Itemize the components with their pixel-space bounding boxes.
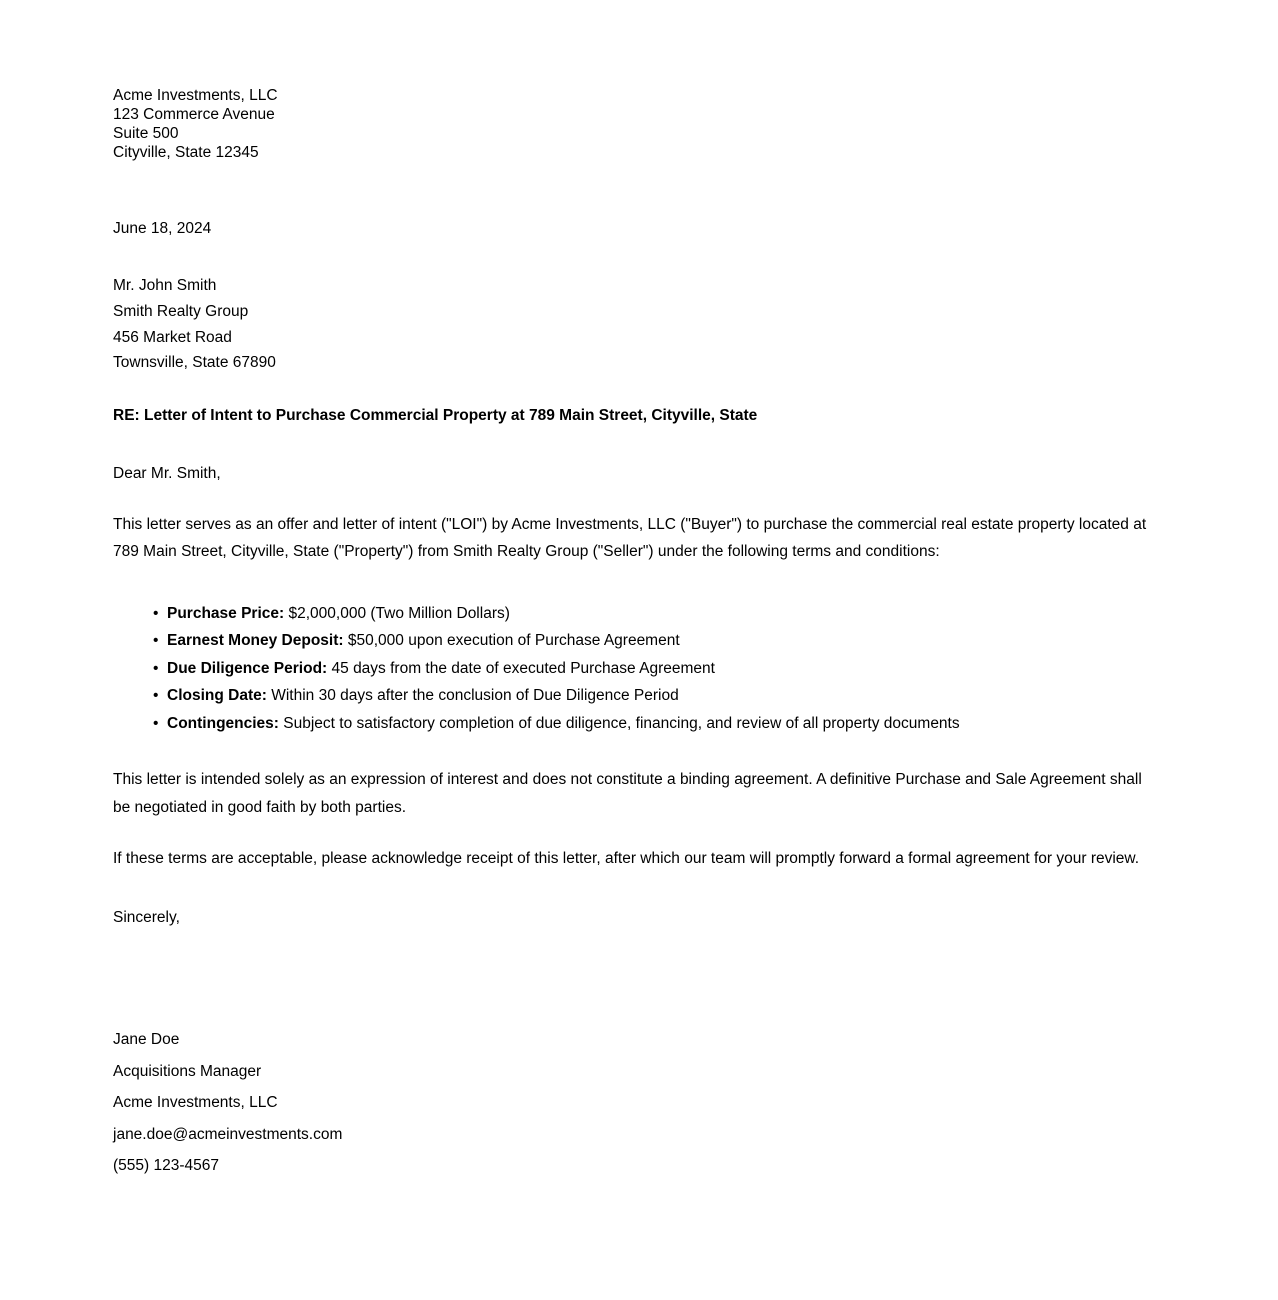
recipient-address-line: Smith Realty Group xyxy=(113,302,249,320)
signature-block xyxy=(113,1024,1162,1182)
sender-address-line: Acme Investments, LLC xyxy=(113,87,278,104)
term-value: Subject to satisfactory completion of due diligence, financing, and review of all property documents xyxy=(283,714,960,732)
bullet-icon: • xyxy=(153,632,159,650)
signer-phone: (555) 123-4567 xyxy=(113,1157,219,1175)
term-label: Contingencies: xyxy=(167,714,284,732)
signer-company: Acme Investments, LLC xyxy=(113,1094,278,1112)
intro-paragraph: This letter serves as an offer and letter of intent ("LOI") by Acme Investments, LLC ("Buyer") to purchase the commercial real estate property located at 789 Main Street, Cityville, State ("Property") from Smith Realty Group ("Seller") under the following terms and conditions: xyxy=(113,515,1147,561)
closing-salutation: Sincerely, xyxy=(113,908,180,926)
term-label: Closing Date: xyxy=(167,687,272,705)
list-item xyxy=(153,682,1162,710)
subject-line: RE: Letter of Intent to Purchase Commercial Property at 789 Main Street, Cityville, State xyxy=(113,407,758,425)
term-label: Purchase Price: xyxy=(167,604,289,622)
sender-address-line: 123 Commerce Avenue xyxy=(113,106,275,123)
list-item xyxy=(153,627,1162,655)
recipient-address-line: Mr. John Smith xyxy=(113,277,217,294)
term-label: Due Diligence Period: xyxy=(167,659,332,677)
recipient-address-line: 456 Market Road xyxy=(113,328,232,346)
term-value: $50,000 upon execution of Purchase Agreement xyxy=(347,632,680,650)
signer-email: jane.doe@acmeinvestments.com xyxy=(113,1125,343,1143)
sender-address-block xyxy=(113,86,1162,162)
list-item xyxy=(153,655,1162,683)
term-value: $2,000,000 (Two Million Dollars) xyxy=(288,604,510,622)
term-value: 45 days from the date of executed Purchase Agreement xyxy=(331,659,715,677)
bullet-icon: • xyxy=(153,659,159,677)
salutation: Dear Mr. Smith, xyxy=(113,464,221,482)
sender-address-line: Suite 500 xyxy=(113,125,179,142)
signer-name: Jane Doe xyxy=(113,1031,180,1049)
term-value: Within 30 days after the conclusion of Due Diligence Period xyxy=(271,687,679,705)
sender-address-line: Cityville, State 12345 xyxy=(113,144,259,161)
bullet-icon: • xyxy=(153,687,159,705)
list-item xyxy=(153,710,1162,738)
recipient-address-block xyxy=(113,273,1162,376)
signer-title: Acquisitions Manager xyxy=(113,1062,262,1080)
letter-date: June 18, 2024 xyxy=(113,220,212,237)
acknowledgement-paragraph: If these terms are acceptable, please acknowledge receipt of this letter, after which our team will promptly forward a formal agreement for your review. xyxy=(113,850,1140,868)
list-item xyxy=(153,600,1162,628)
non-binding-paragraph: This letter is intended solely as an expression of interest and does not constitute a binding agreement. A definitive Purchase and Sale Agreement shall be negotiated in good faith by both parties. xyxy=(113,771,1142,816)
recipient-address-line: Townsville, State 67890 xyxy=(113,354,276,372)
bullet-icon: • xyxy=(153,714,159,732)
term-label: Earnest Money Deposit: xyxy=(167,632,348,650)
terms-list xyxy=(113,600,1162,738)
bullet-icon: • xyxy=(153,604,159,622)
